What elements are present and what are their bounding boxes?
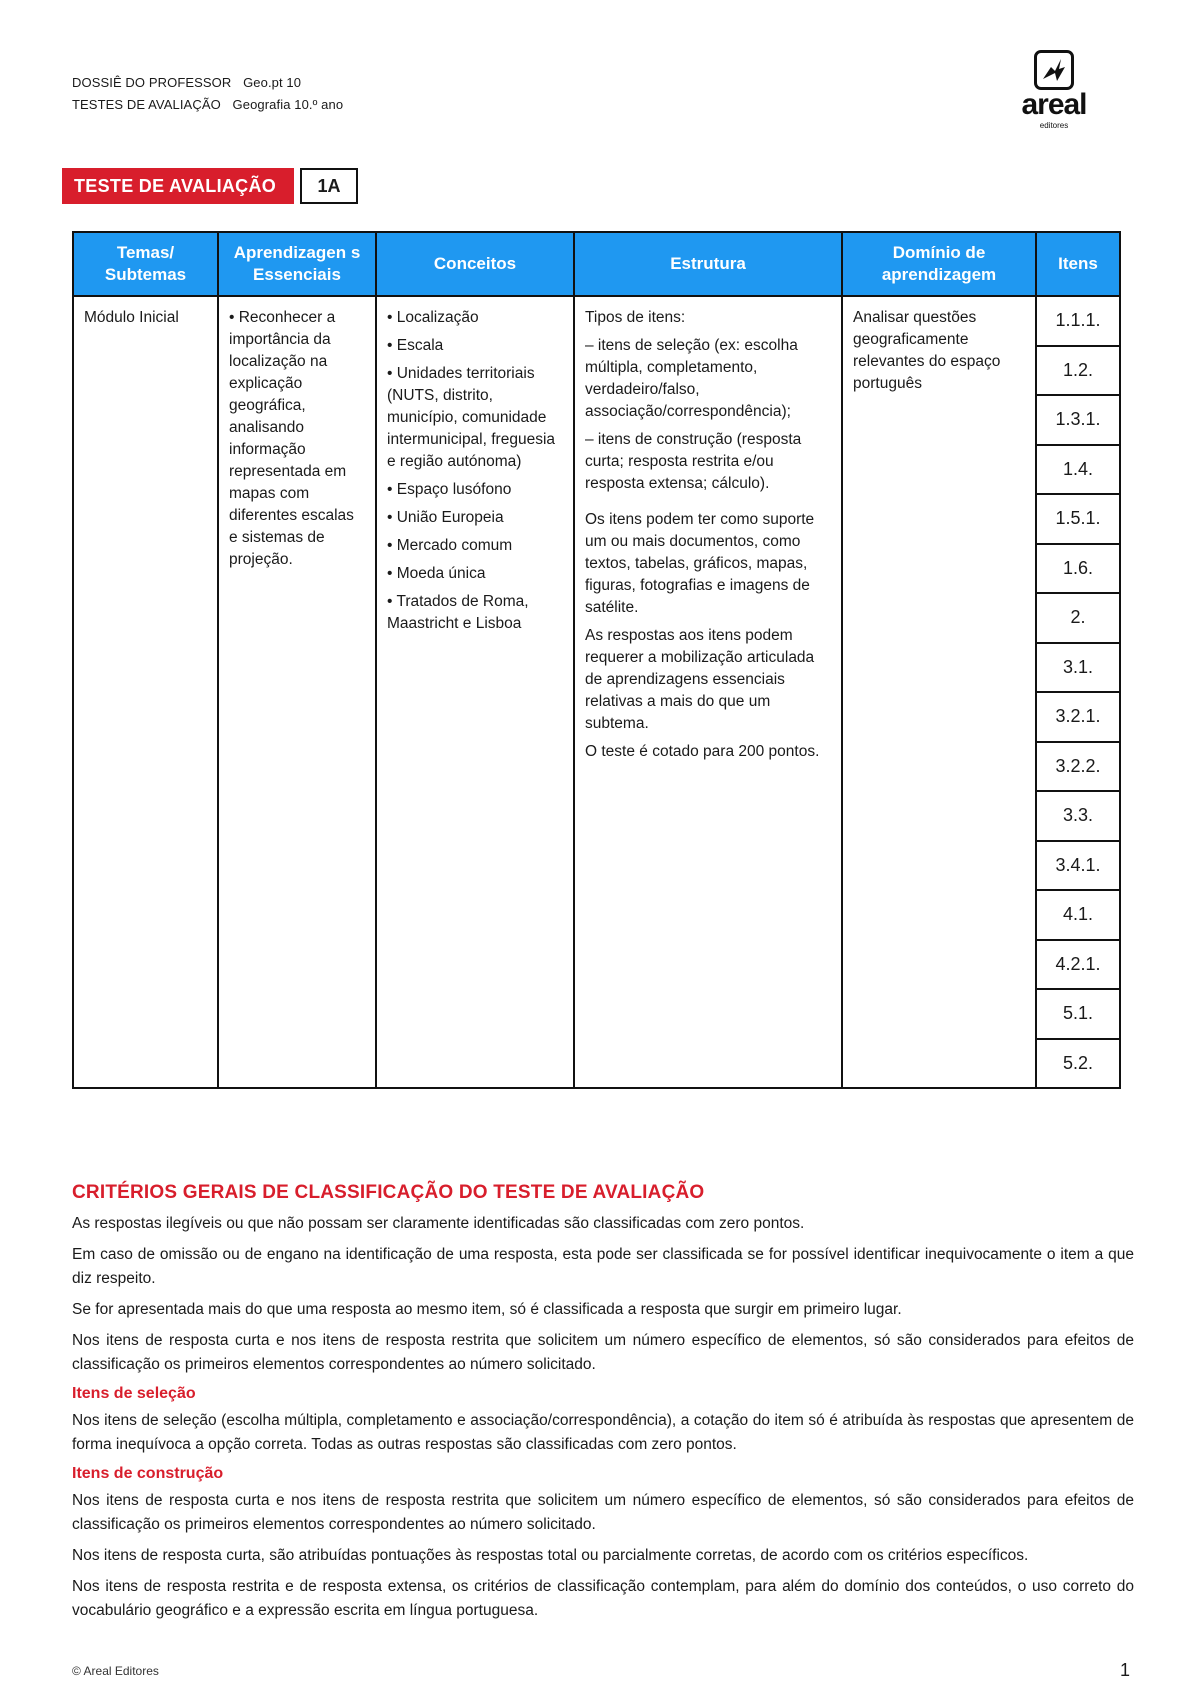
item-number: 1.5.1.: [1037, 495, 1119, 545]
header-conceitos: Conceitos: [376, 232, 574, 296]
test-number: 1A: [300, 168, 358, 204]
test-title-tag: [62, 168, 358, 204]
criteria-title: CRITÉRIOS GERAIS DE CLASSIFICAÇÃO DO TESTE DE AVALIAÇÃO: [72, 1182, 705, 1203]
cell-aprendizagens: [218, 296, 376, 1088]
dominio-text: Analisar questões geograficamente relevantes do espaço português: [853, 309, 1001, 392]
item-number: 1.6.: [1037, 545, 1119, 595]
estrutura-paragraph: – itens de construção (resposta curta; resposta restrita e/ou resposta extensa; cálculo).: [585, 431, 802, 492]
conceito-item: • Tratados de Roma, Maastricht e Lisboa: [387, 593, 529, 632]
cell-conceitos: [376, 296, 574, 1088]
cell-itens: [1036, 296, 1120, 1088]
test-structure-table: [72, 231, 1121, 1089]
construction-items-heading: Itens de construção: [72, 1465, 224, 1482]
item-number: 1.2.: [1037, 347, 1119, 397]
conceito-item: • União Europeia: [387, 509, 504, 526]
item-number: 1.1.1.: [1037, 297, 1119, 347]
estrutura-paragraph: As respostas aos itens podem requerer a mobilização articulada de aprendizagens essenciais relativas a mais do que um subtema.: [585, 627, 815, 732]
logo-subtitle: editores: [1039, 121, 1069, 130]
cell-tema: [73, 296, 218, 1088]
logo-emblem-icon: [1034, 50, 1074, 90]
footer-copyright: © Areal Editores: [72, 1664, 159, 1678]
header-line-2: [72, 94, 343, 116]
header-temas: Temas/ Subtemas: [73, 232, 218, 296]
conceito-item: • Escala: [387, 337, 444, 354]
table-row: [73, 296, 1120, 1088]
criteria-paragraph: Em caso de omissão ou de engano na identificação de uma resposta, esta pode ser classificada se for possível identificar inequivocamente o item a que diz respeito.: [72, 1246, 1134, 1287]
criteria-paragraph: Nos itens de resposta curta, são atribuídas pontuações às respostas total ou parcialmente corretas, de acordo com os critérios específicos.: [72, 1547, 1029, 1564]
page-number: 1: [1119, 1660, 1130, 1680]
item-number: 5.2.: [1062, 1052, 1094, 1073]
cell-estrutura: [574, 296, 842, 1088]
header-estrutura: Estrutura: [574, 232, 842, 296]
document-header: [72, 72, 343, 116]
item-number: 1.3.1.: [1037, 396, 1119, 446]
test-title: TESTE DE AVALIAÇÃO: [62, 168, 294, 204]
header-line-1: [72, 72, 343, 94]
conceito-item: • Espaço lusófono: [387, 481, 512, 498]
header-dossie-label: DOSSIÊ DO PROFESSOR: [72, 75, 232, 90]
estrutura-paragraph: Os itens podem ter como suporte um ou mais documentos, como textos, tabelas, gráficos, mapas, figuras, fotografias e imagens de satélite.: [585, 511, 815, 616]
criteria-section: [72, 1182, 1134, 1630]
item-number: 2.: [1037, 594, 1119, 644]
logo-wordmark: areal: [1021, 88, 1087, 121]
item-number: 3.3.: [1037, 792, 1119, 842]
estrutura-paragraph: – itens de seleção (ex: escolha múltipla, completamento, verdadeiro/falso, associação/correspondência);: [585, 337, 798, 420]
cell-dominio: [842, 296, 1036, 1088]
header-dossie-value: Geo.pt 10: [243, 75, 302, 90]
aprendizagens-text: • Reconhecer a importância da localização na explicação geográfica, analisando informação representada em mapas com diferentes escalas e sistemas de projeção.: [229, 309, 354, 568]
criteria-paragraph: As respostas ilegíveis ou que não possam ser claramente identificadas são classificadas com zero pontos.: [72, 1215, 805, 1232]
itens-list: [1037, 297, 1119, 1087]
item-number: 1.4.: [1037, 446, 1119, 496]
item-number: 3.4.1.: [1037, 842, 1119, 892]
conceito-item: • Mercado comum: [387, 537, 513, 554]
item-number: 4.2.1.: [1037, 941, 1119, 991]
criteria-paragraph: Nos itens de seleção (escolha múltipla, completamento e associação/correspondência), a cotação do item só é atribuída às respostas que apresentem de forma inequívoca a opção correta. Todas as outras respostas são classificadas com zero pontos.: [72, 1412, 1134, 1453]
header-dominio: Domínio de aprendizagem: [842, 232, 1036, 296]
criteria-paragraph: Nos itens de resposta curta e nos itens de resposta restrita que solicitem um número específico de elementos, só são considerados para efeitos de classificação os primeiros elementos correspondentes ao número solicitado.: [72, 1492, 1134, 1533]
table-header-row: [73, 232, 1120, 296]
item-number: 3.2.1.: [1037, 693, 1119, 743]
tema-text: Módulo Inicial: [84, 309, 179, 326]
criteria-paragraph: Se for apresentada mais do que uma resposta ao mesmo item, só é classificada a resposta que surgir em primeiro lugar.: [72, 1301, 902, 1318]
estrutura-paragraph: O teste é cotado para 200 pontos.: [585, 743, 820, 760]
header-testes-label: TESTES DE AVALIAÇÃO: [72, 97, 221, 112]
header-itens: Itens: [1036, 232, 1120, 296]
item-number: 3.1.: [1037, 644, 1119, 694]
conceito-item: • Localização: [387, 309, 479, 326]
estrutura-paragraph: Tipos de itens:: [585, 309, 686, 326]
item-number: 5.1.: [1037, 990, 1119, 1040]
criteria-paragraph: Nos itens de resposta restrita e de resposta extensa, os critérios de classificação contemplam, para além do domínio dos conteúdos, o uso correto do vocabulário geográfico e a expressão escrita em língua portuguesa.: [72, 1578, 1134, 1619]
item-number: 3.2.2.: [1037, 743, 1119, 793]
criteria-paragraph: Nos itens de resposta curta e nos itens de resposta restrita que solicitem um número específico de elementos, só são considerados para efeitos de classificação os primeiros elementos correspondentes ao número solicitado.: [72, 1332, 1134, 1373]
header-aprendizagens: Aprendizagen s Essenciais: [218, 232, 376, 296]
item-number: 4.1.: [1037, 891, 1119, 941]
conceito-item: • Unidades territoriais (NUTS, distrito, município, comunidade intermunicipal, freguesia e região autónoma): [387, 365, 556, 470]
conceito-item: • Moeda única: [387, 565, 486, 582]
areal-logo: [1014, 48, 1094, 134]
header-testes-value: Geografia 10.º ano: [232, 97, 344, 112]
selection-items-heading: Itens de seleção: [72, 1385, 196, 1402]
